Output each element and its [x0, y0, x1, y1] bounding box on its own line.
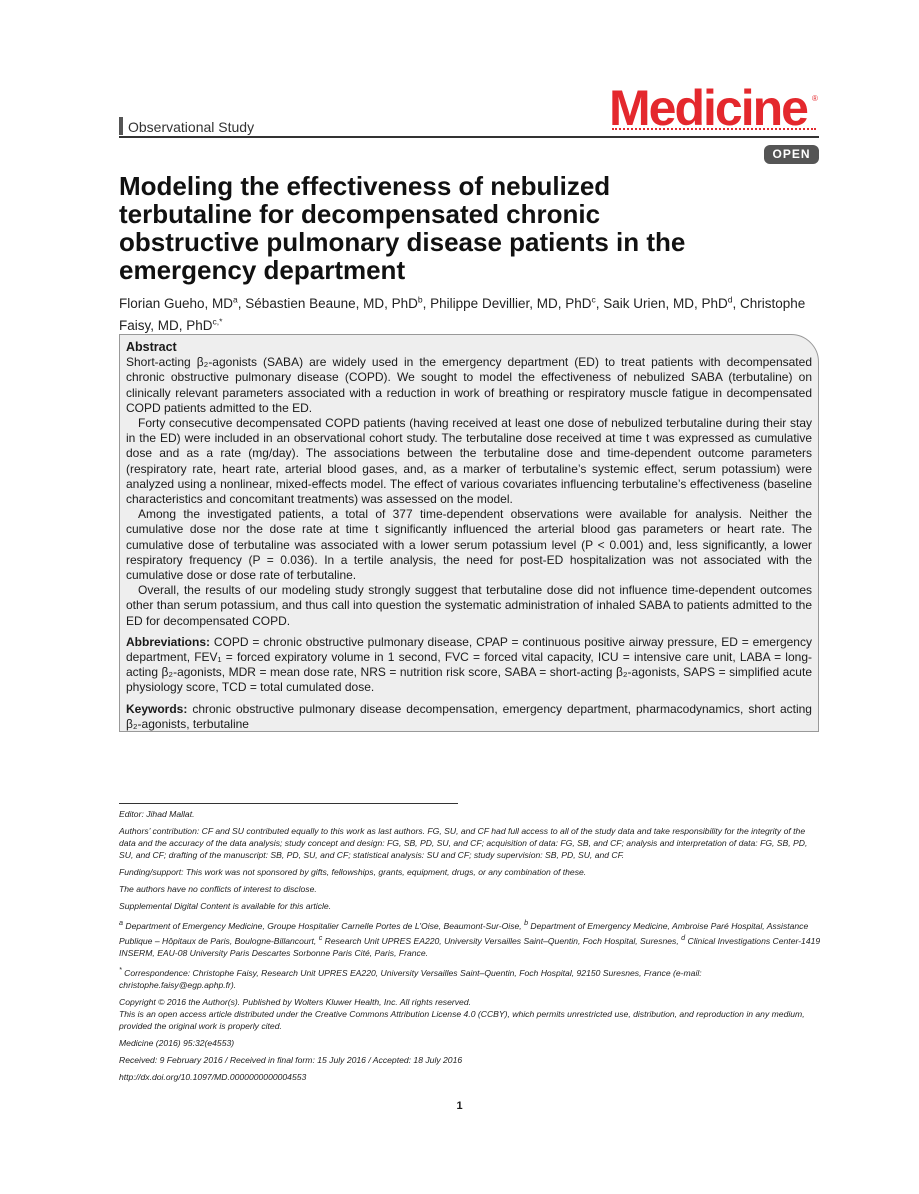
keywords	[126, 702, 812, 732]
section-marker	[119, 117, 123, 135]
author: Sébastien Beaune, MD, PhD$^b$,	[245, 294, 431, 311]
footnote-rule	[119, 803, 458, 804]
license-note: This is an open access article distributed under the Creative Commons Attribution License 4.0 (CCBY), which permits unrestricted use, distribution, and reproduction in any medium, provided the original work is properly cited.	[119, 1008, 805, 1032]
copyright-note: Copyright © 2016 the Author(s). Published by Wolters Kluwer Health, Inc. All rights reserved.	[119, 996, 471, 1007]
abbreviations-heading: Abbreviations:	[126, 634, 211, 649]
header-rule	[119, 136, 819, 138]
abstract-paragraph: Forty consecutive decompensated COPD patients (having received at least one dose of nebulized terbutaline during their stay in the ED) were included in an observational cohort study. The terbutaline dose received at time t was expressed as cumulative dose and as a rate (mg/day). The associations between the terbutaline dose and time-dependent outcome parameters (respiratory rate, heart rate, arterial blood gases, and, as a marker of terbutaline’s systemic effect, serum potassium) were analyzed using a nonlinear, mixed-effects model. The effect of various covariates influencing terbutaline’s effectiveness (baseline characteristics and concomitant treatments) was assessed on the model.	[126, 416, 812, 507]
funding-note: Funding/support: This work was not sponsored by gifts, fellowships, grants, equipment, drugs, or any combination of these.	[119, 867, 587, 878]
correspondence-note: * Correspondence: Christophe Faisy, Research Unit UPRES EA220, University Versailles Saint–Quentin, Foch Hospital, 92150 Suresnes, France (e-mail: christophe.faisy@egp.aphp.fr).	[119, 965, 702, 990]
editor-note: Editor: Jihad Mallat.	[119, 809, 195, 819]
abstract-paragraph: Overall, the results of our modeling study strongly suggest that terbutaline dose did not influence time-dependent outcomes other than serum potassium, and thus call into question the systematic administration of inhaled SABA to patients admitted to the ED for decompensated COPD.	[126, 583, 812, 628]
footnotes	[119, 808, 821, 1087]
affiliations: $^a$ Department of Emergency Medicine, Groupe Hospitalier Carnelle Portes de L’Oise, Beaumont-Sur-Oise, $^b$ Department of Emergency Medicine, Ambroise Paré Hospital, Assistance Publique – Hôpitaux de Paris, Boulogne-Billancourt, $^c$ Research Unit UPRES EA220, University Versailles Saint–Quentin, Foch Hospital, Suresnes, $^d$ Clinical Investigations Center-1419 INSERM, EAU-08 University Paris Descartes Sorbonne Paris Cité, Paris, France.	[119, 918, 821, 958]
abbreviations-text: COPD = chronic obstructive pulmonary disease, CPAP = continuous positive airway pressure, ED = emergency department, FEV₁ = forced expiratory volume in 1 second, FVC = forced vital capacity, ICU = intensive care unit, LABA = long-acting β₂-agonists, MDR = mean dose rate, NRS = nutrition risk score, SABA = short-acting β₂-agonists, SAPS = simplified acute physiology score, TCD = total cumulated dose.	[126, 634, 812, 695]
article-title: Modeling the effectiveness of nebulized terbutaline for decompensated chronic obstructive pulmonary disease patients in the emergency department	[119, 171, 686, 285]
doi-link[interactable]: http://dx.doi.org/10.1097/MD.0000000000004553	[119, 1071, 307, 1082]
abstract-content	[126, 340, 812, 732]
conflicts-note: The authors have no conflicts of interest to disclose.	[119, 883, 317, 894]
keywords-heading: Keywords:	[126, 701, 188, 716]
page-number: 1	[456, 1100, 463, 1112]
keywords-text: chronic obstructive pulmonary disease decompensation, emergency department, pharmacodynamics, short acting β₂-agonists, terbutaline	[126, 701, 812, 731]
supplemental-note: Supplemental Digital Content is available for this article.	[119, 900, 332, 911]
open-access-badge: OPEN	[764, 145, 819, 164]
abstract-paragraph: Among the investigated patients, a total of 377 time-dependent observations were available for analysis. Neither the cumulative dose nor the dose rate at time t significantly influenced the arterial blood gas parameters or heart rate. The cumulative dose of terbutaline was associated with a lower serum potassium level (P < 0.001) and, less significantly, a lower respiratory frequency (P = 0.036). In a tertile analysis, the need for post-ED hospitalization was not associated with the cumulative dose or dose rate of terbutaline.	[126, 507, 812, 583]
journal-logo: Medicine	[609, 80, 807, 136]
abstract-paragraph: Short-acting β₂-agonists (SABA) are widely used in the emergency department (ED) to treat patients with decompensated chronic obstructive pulmonary disease (COPD). We sought to model the effectiveness of nebulized SABA (terbutaline) on clinically relevant parameters associated with a reduction in work of breathing or respiratory muscle fatigue in decompensated COPD patients admitted to the ED.	[126, 355, 812, 415]
author: Florian Gueho, $MD^a$,	[119, 294, 246, 311]
article-type-label: Observational Study	[128, 119, 255, 135]
dates-note: Received: 9 February 2016 / Received in final form: 15 July 2016 / Accepted: 18 July 2016	[119, 1054, 463, 1065]
author: Saik Urien, MD, PhD$^d$,	[603, 294, 741, 311]
author-list	[119, 290, 809, 335]
abstract-heading: Abstract	[126, 340, 177, 354]
journal-logo-dots	[612, 128, 816, 130]
contribution-note: Authors’ contribution: CF and SU contributed equally to this work as last authors. FG, SU, and CF had full access to all of the study data and take responsibility for the integrity of the data and the accuracy of the data analysis; study concept and design: FG, SB, PD, SU, and CF; acquisition of data: FG, SB, and CF; analysis and interpretation of data: FG, SB, PD, SU, and CF; drafting of the manuscript: SB, PD, SU, and CF; statistical analysis: SU and CF; study supervision: SB, PD, SU, and CF.	[119, 825, 808, 861]
abbreviations	[126, 635, 812, 696]
citation-note: Medicine (2016) 95:32(e4553)	[119, 1038, 235, 1049]
journal-logo-registered-mark: ®	[812, 94, 818, 103]
author: Philippe Devillier, MD, PhD$^c$,	[430, 294, 604, 311]
author: Christophe Faisy, MD, PhD$^{c,*}$	[119, 295, 806, 333]
